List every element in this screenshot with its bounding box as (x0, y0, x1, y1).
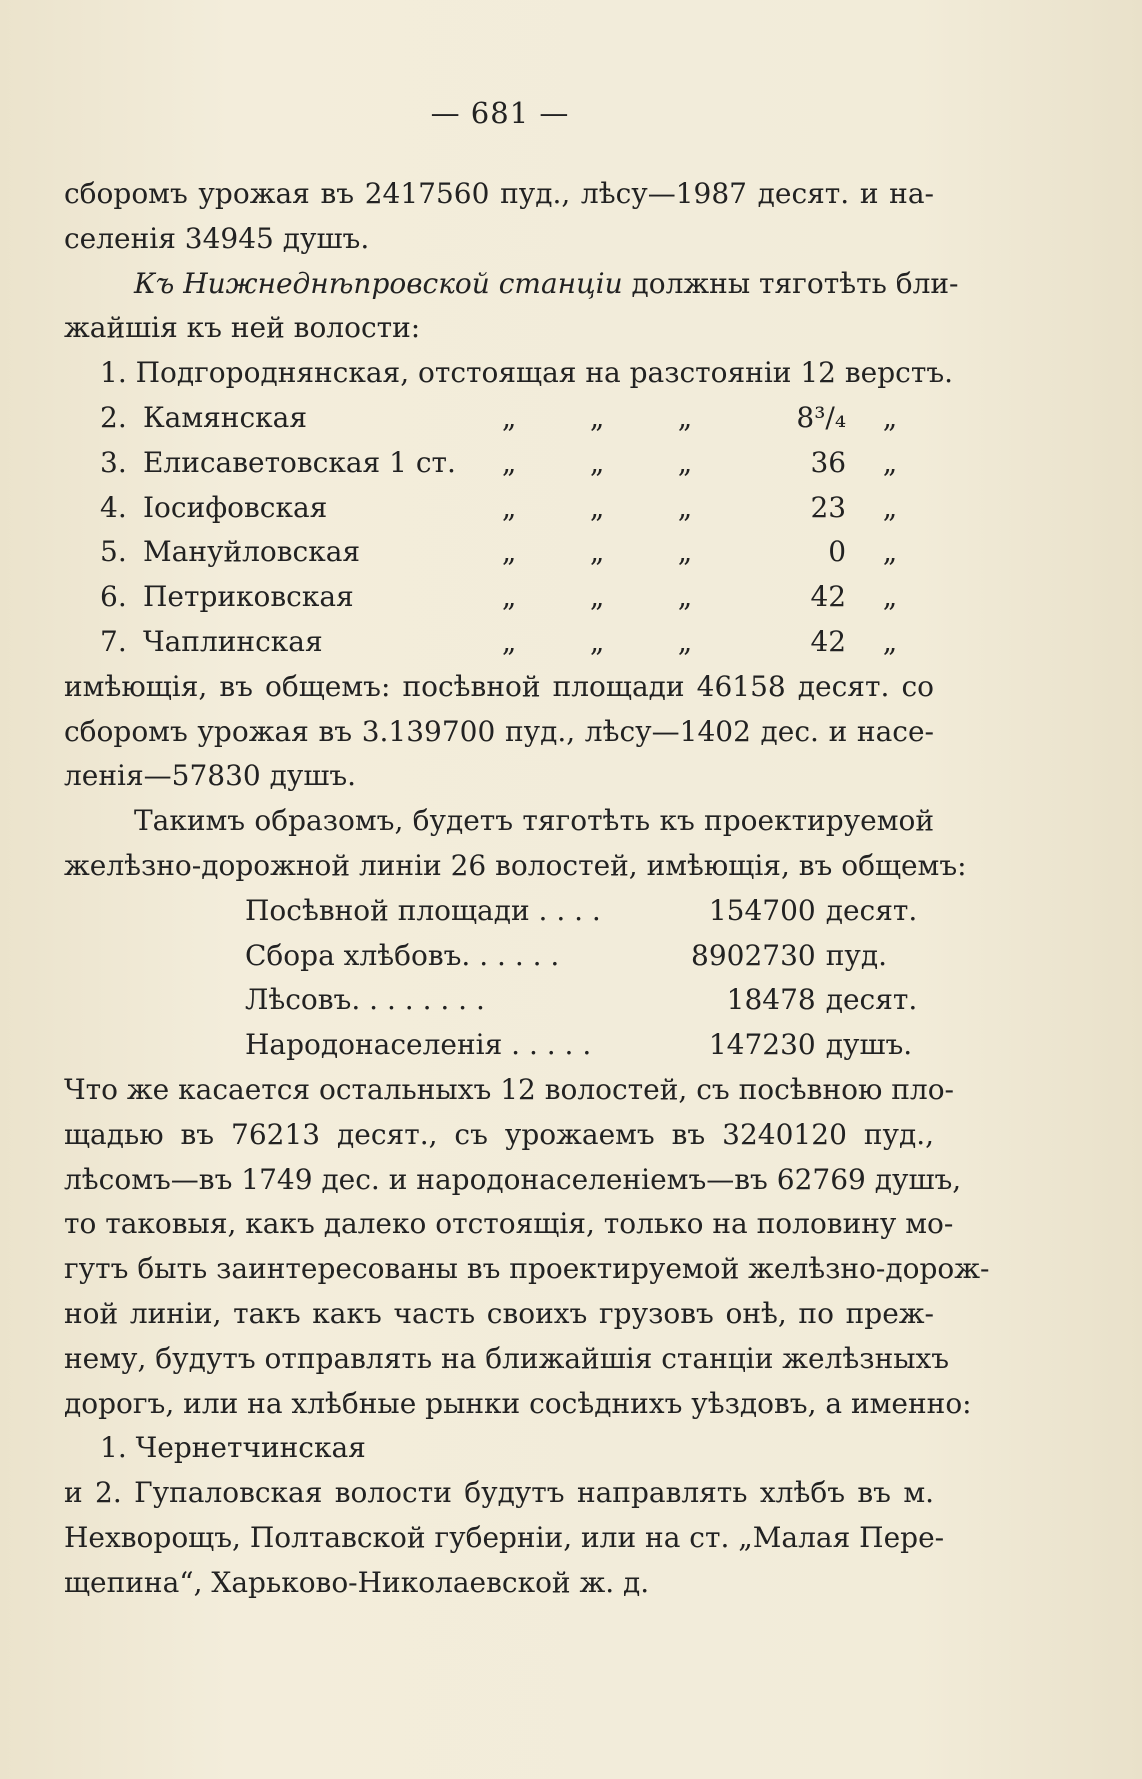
volost-number: 1. (100, 356, 127, 390)
summary-unit: душъ. (825, 1028, 913, 1062)
volost-row (64, 351, 954, 396)
ditto-mark: „ (677, 535, 693, 569)
text-line: щадью въ 76213 десят., съ урожаемъ въ 3240120 пуд., (64, 1117, 934, 1151)
volost-number: 6. (100, 580, 127, 614)
summary-value: 8902730 (691, 938, 816, 972)
volost-row (64, 620, 934, 665)
volost-text: Подгороднянская, отстоящая на разстояніи 12 верстъ. (135, 356, 954, 390)
summary-label: Лѣсовъ. . . . . . . . (245, 983, 485, 1017)
summary-row (64, 1023, 934, 1068)
volost-number: 2. (100, 400, 127, 434)
ditto-mark: „ (501, 400, 517, 434)
text-line: ной линіи, такъ какъ часть своихъ грузовъ онѣ, по преж- (64, 1296, 934, 1330)
ditto-mark: „ (501, 535, 517, 569)
volost-name: Елисаветовская 1 ст. (142, 445, 456, 479)
volost-number: 7. (100, 624, 127, 658)
ditto-mark: „ (589, 490, 605, 524)
text-line: то таковыя, какъ далеко отстоящія, только на половину мо- (64, 1207, 954, 1241)
text-line: сборомъ урожая въ 2417560 пуд., лѣсу—1987 десят. и на- (64, 177, 934, 210)
text-line: и 2. Гупаловская волости будутъ направлять хлѣбъ въ м. (64, 1476, 934, 1510)
summary-label: Народонаселенія . . . . . (245, 1028, 592, 1062)
text-line: лѣсомъ—въ 1749 дес. и народонаселеніемъ—въ 62769 душъ, (64, 1162, 962, 1196)
page-number: — 681 — (430, 96, 570, 130)
ditto-mark: „ (882, 445, 898, 479)
summary-unit: пуд. (825, 938, 888, 972)
text-line: селенія 34945 душъ. (64, 221, 370, 255)
distance-value: 36 (810, 445, 847, 479)
ditto-mark: „ (589, 624, 605, 658)
text-line: ленія—57830 душъ. (64, 759, 357, 793)
ditto-mark: „ (589, 445, 605, 479)
volost-name: Мануйловская (142, 535, 361, 569)
summary-row (64, 978, 934, 1023)
distance-value: 42 (810, 580, 847, 614)
summary-unit: десят. (825, 983, 918, 1017)
summary-row (64, 889, 934, 934)
volost-name: Чаплинская (142, 624, 323, 658)
text-line: 1. Чернетчинская (100, 1431, 366, 1465)
ditto-mark: „ (677, 445, 693, 479)
summary-table (64, 889, 934, 1068)
distance-value: 23 (810, 490, 847, 524)
volost-name: Камянская (142, 400, 307, 434)
text-line: щепина“, Харьково-Николаевской ж. д. (64, 1565, 650, 1599)
text-line: дорогъ, или на хлѣбные рынки сосѣднихъ уѣздовъ, а именно: (64, 1386, 972, 1420)
volost-number: 3. (100, 445, 127, 479)
volost-number: 5. (100, 535, 127, 569)
text-line: сборомъ урожая въ 3.139700 пуд., лѣсу—1402 дес. и насе- (64, 714, 934, 748)
volost-row (64, 530, 934, 575)
distance-value: 0 (828, 535, 847, 569)
text-line: Такимъ образомъ, будетъ тяготѣть къ проектируемой (134, 804, 934, 838)
text-line: Что же касается остальныхъ 12 волостей, съ посѣвною пло- (64, 1072, 955, 1106)
ditto-mark: „ (677, 580, 693, 614)
ditto-mark: „ (882, 580, 898, 614)
ditto-mark: „ (882, 400, 898, 434)
summary-value: 154700 (708, 893, 816, 927)
ditto-mark: „ (501, 445, 517, 479)
ditto-mark: „ (589, 535, 605, 569)
summary-label: Сбора хлѣбовъ. . . . . . (245, 938, 560, 972)
ditto-mark: „ (677, 490, 693, 524)
volost-row (64, 575, 934, 620)
text-line: нему, будутъ отправлять на ближайшія станціи желѣзныхъ (64, 1341, 950, 1375)
ditto-mark: „ (882, 624, 898, 658)
distance-value: 42 (810, 624, 847, 658)
text-line: жайшія къ ней волости: (64, 311, 421, 345)
station-name: Къ Нижнеднѣпровской станціи (134, 266, 623, 300)
text-line: имѣющія, въ общемъ: посѣвной площади 46158 десят. со (64, 669, 934, 703)
page-text (64, 172, 990, 1606)
volost-number: 4. (100, 490, 127, 524)
distance-value: 8³/₄ (796, 400, 847, 434)
volost-row (64, 441, 934, 486)
volost-name: Петриковская (142, 580, 354, 614)
volost-name: Іосифовская (142, 490, 328, 524)
volost-table (64, 396, 934, 665)
summary-row (64, 934, 934, 979)
ditto-mark: „ (501, 624, 517, 658)
volost-row (64, 396, 934, 441)
summary-label: Посѣвной площади . . . . (245, 893, 601, 927)
text-line: гутъ быть заинтересованы въ проектируемой желѣзно-дорож- (64, 1252, 990, 1286)
ditto-mark: „ (882, 535, 898, 569)
ditto-mark: „ (501, 490, 517, 524)
ditto-mark: „ (589, 400, 605, 434)
summary-value: 147230 (708, 1028, 816, 1062)
volost-row (64, 486, 934, 531)
text-fragment: должны тяготѣть бли- (622, 266, 959, 300)
text-line: желѣзно-дорожной линіи 26 волостей, имѣющія, въ общемъ: (64, 848, 967, 882)
ditto-mark: „ (589, 580, 605, 614)
summary-value: 18478 (726, 983, 816, 1017)
text-line (64, 262, 959, 307)
summary-unit: десят. (825, 893, 918, 927)
ditto-mark: „ (677, 624, 693, 658)
ditto-mark: „ (882, 490, 898, 524)
ditto-mark: „ (677, 400, 693, 434)
ditto-mark: „ (501, 580, 517, 614)
text-line: Нехворощъ, Полтавской губерніи, или на ст. „Малая Пере- (64, 1520, 945, 1554)
